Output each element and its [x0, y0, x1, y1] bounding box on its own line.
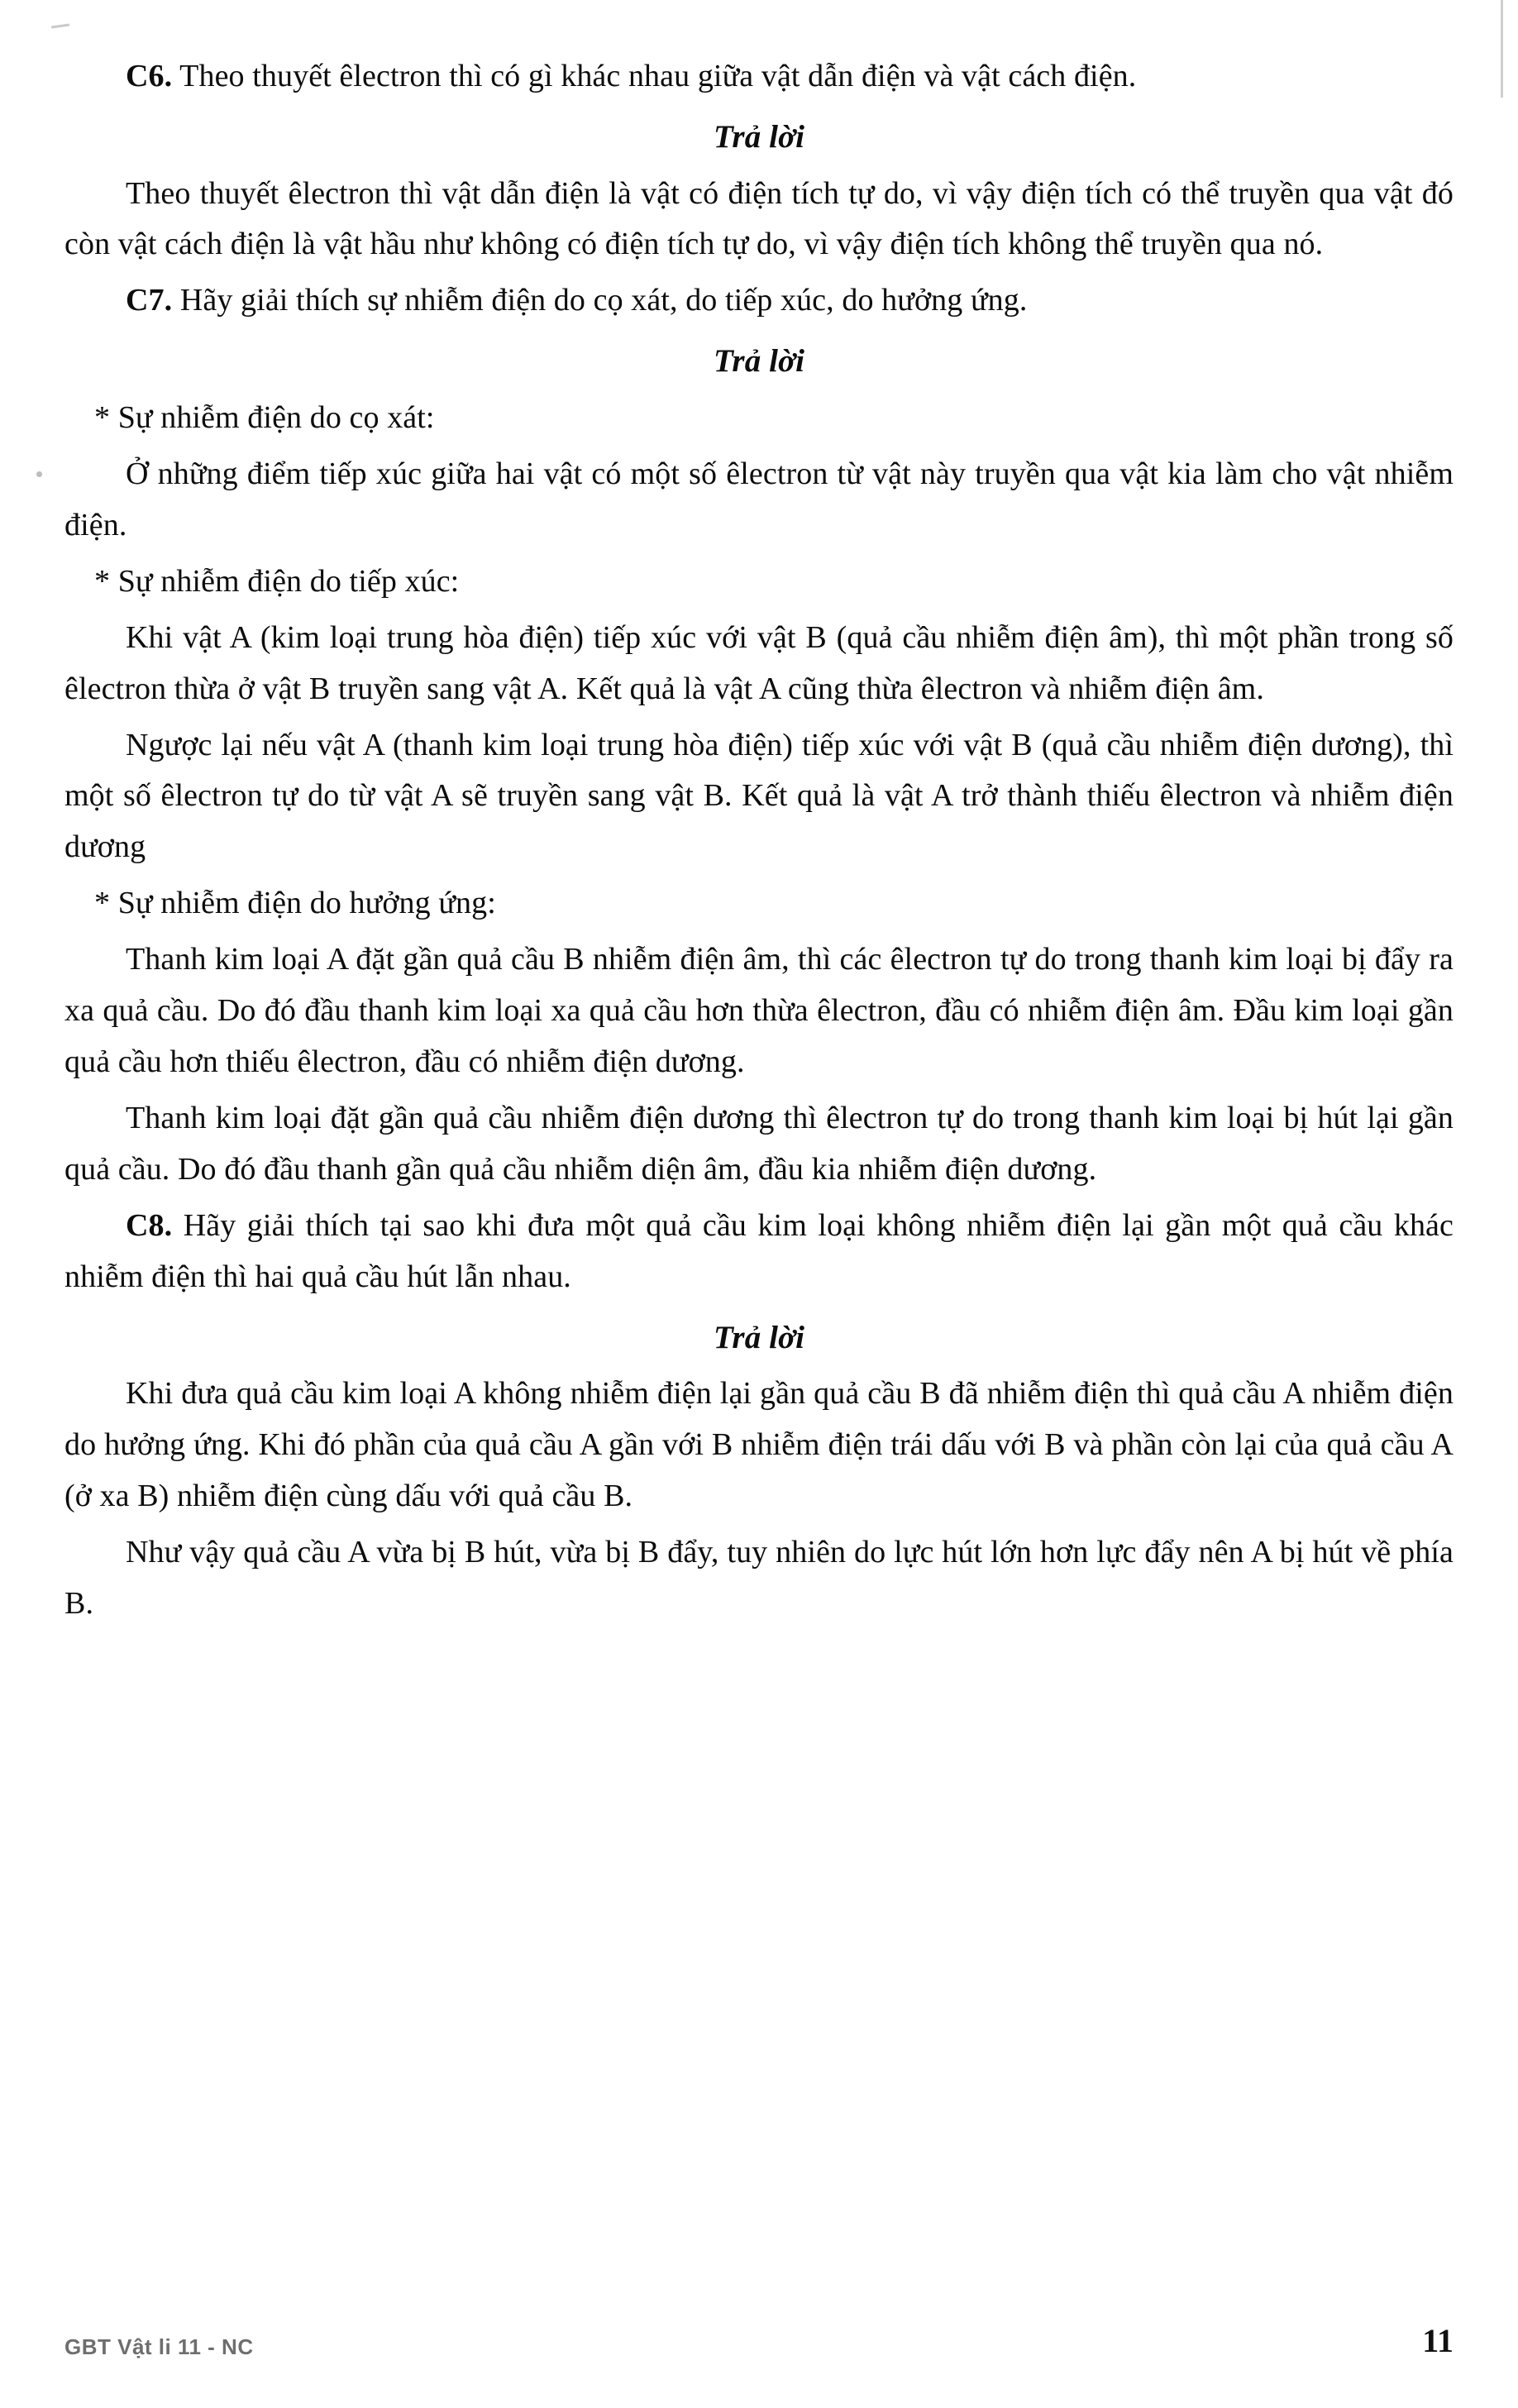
question-c7-text: Hãy giải thích sự nhiễm điện do cọ xát, do tiếp xúc, do hưởng ứng.: [172, 283, 1028, 318]
question-c8: [64, 1201, 1454, 1303]
question-c6-text: Theo thuyết êlectron thì có gì khác nhau giữa vật dẫn điện và vật cách điện.: [172, 59, 1137, 93]
c7-bullet-1: * Sự nhiễm điện do cọ xát:: [94, 399, 435, 435]
scan-artifact-top-left: [51, 23, 69, 28]
answer-c8-text-1: Khi đưa quả cầu kim loại A không nhiễm điện lại gần quả cầu B đã nhiễm điện thì quả cầu A nhiễm điện do hưởng ứng. Khi đó phần của quả cầu A gần với B nhiễm điện trái dấu với B và phần còn lại của quả cầu A (ở xa B) nhiễm điện cùng dấu với quả cầu B.: [64, 1376, 1454, 1514]
scan-artifact-right-edge: [1501, 0, 1503, 98]
scan-artifact-left-dot: [36, 471, 42, 477]
answer-heading-c7: Trả lời: [713, 343, 805, 380]
question-c7: [64, 275, 1454, 327]
c7-bullet-2-body-1: Khi vật A (kim loại trung hòa điện) tiếp xúc với vật B (quả cầu nhiễm điện âm), thì một phần trong số êlectron thừa ở vật B truyền sang vật A. Kết quả là vật A cũng thừa êlectron và nhiễm điện âm.: [64, 619, 1454, 706]
c7-bullet-2: * Sự nhiễm điện do tiếp xúc:: [94, 563, 460, 599]
answer-heading-c8: Trả lời: [713, 1319, 805, 1355]
c7-bullet-3-body-1: Thanh kim loại A đặt gần quả cầu B nhiễm điện âm, thì các êlectron tự do trong thanh kim loại bị đẩy ra xa quả cầu. Do đó đầu thanh kim loại xa quả cầu hơn thừa êlectron, đầu có nhiễm điện âm. Đầu kim loại gần quả cầu hơn thiếu êlectron, đầu có nhiễm điện dương.: [64, 942, 1454, 1080]
c7-bullet-2-body-2: Ngược lại nếu vật A (thanh kim loại trung hòa điện) tiếp xúc với vật B (quả cầu nhiễm điện dương), thì một số êlectron tự do từ vật A sẽ truyền sang vật B. Kết quả là vật A trở thành thiếu êlectron và nhiễm điện dương: [64, 727, 1454, 865]
c7-bullet-3: * Sự nhiễm điện do hưởng ứng:: [94, 886, 496, 921]
c7-bullet-1-body: Ở những điểm tiếp xúc giữa hai vật có một số êlectron từ vật này truyền qua vật kia làm cho vật nhiễm điện.: [64, 456, 1454, 542]
footer-book-title: GBT Vật li 11 - NC: [64, 2334, 254, 2359]
page-footer: [64, 2321, 1454, 2360]
answer-heading-c6: Trả lời: [713, 118, 805, 155]
page-number: 11: [1422, 2322, 1454, 2359]
question-c8-label: C8.: [126, 1207, 173, 1243]
question-c8-text: Hãy giải thích tại sao khi đưa một quả cầu kim loại không nhiễm điện lại gần một quả cầu khác nhiễm điện thì hai quả cầu hút lẫn nhau.: [64, 1207, 1454, 1294]
question-c6: [64, 51, 1454, 103]
question-c6-label: C6.: [126, 59, 173, 93]
page-body: [64, 51, 1454, 1635]
answer-c6-text: Theo thuyết êlectron thì vật dẫn điện là vật có điện tích tự do, vì vậy điện tích có thể truyền qua vật đó còn vật cách điện là vật hầu như không có điện tích tự do, vì vậy điện tích không thể truyền qua nó.: [64, 175, 1454, 262]
question-c7-label: C7.: [126, 283, 173, 318]
answer-c8-text-2: Như vậy quả cầu A vừa bị B hút, vừa bị B đẩy, tuy nhiên do lực hút lớn hơn lực đẩy nên A bị hút về phía B.: [64, 1535, 1454, 1622]
c7-bullet-3-body-2: Thanh kim loại đặt gần quả cầu nhiễm điện dương thì êlectron tự do trong thanh kim loại bị hút lại gần quả cầu. Do đó đầu thanh gần quả cầu nhiễm diện âm, đầu kia nhiễm điện dương.: [64, 1101, 1454, 1187]
